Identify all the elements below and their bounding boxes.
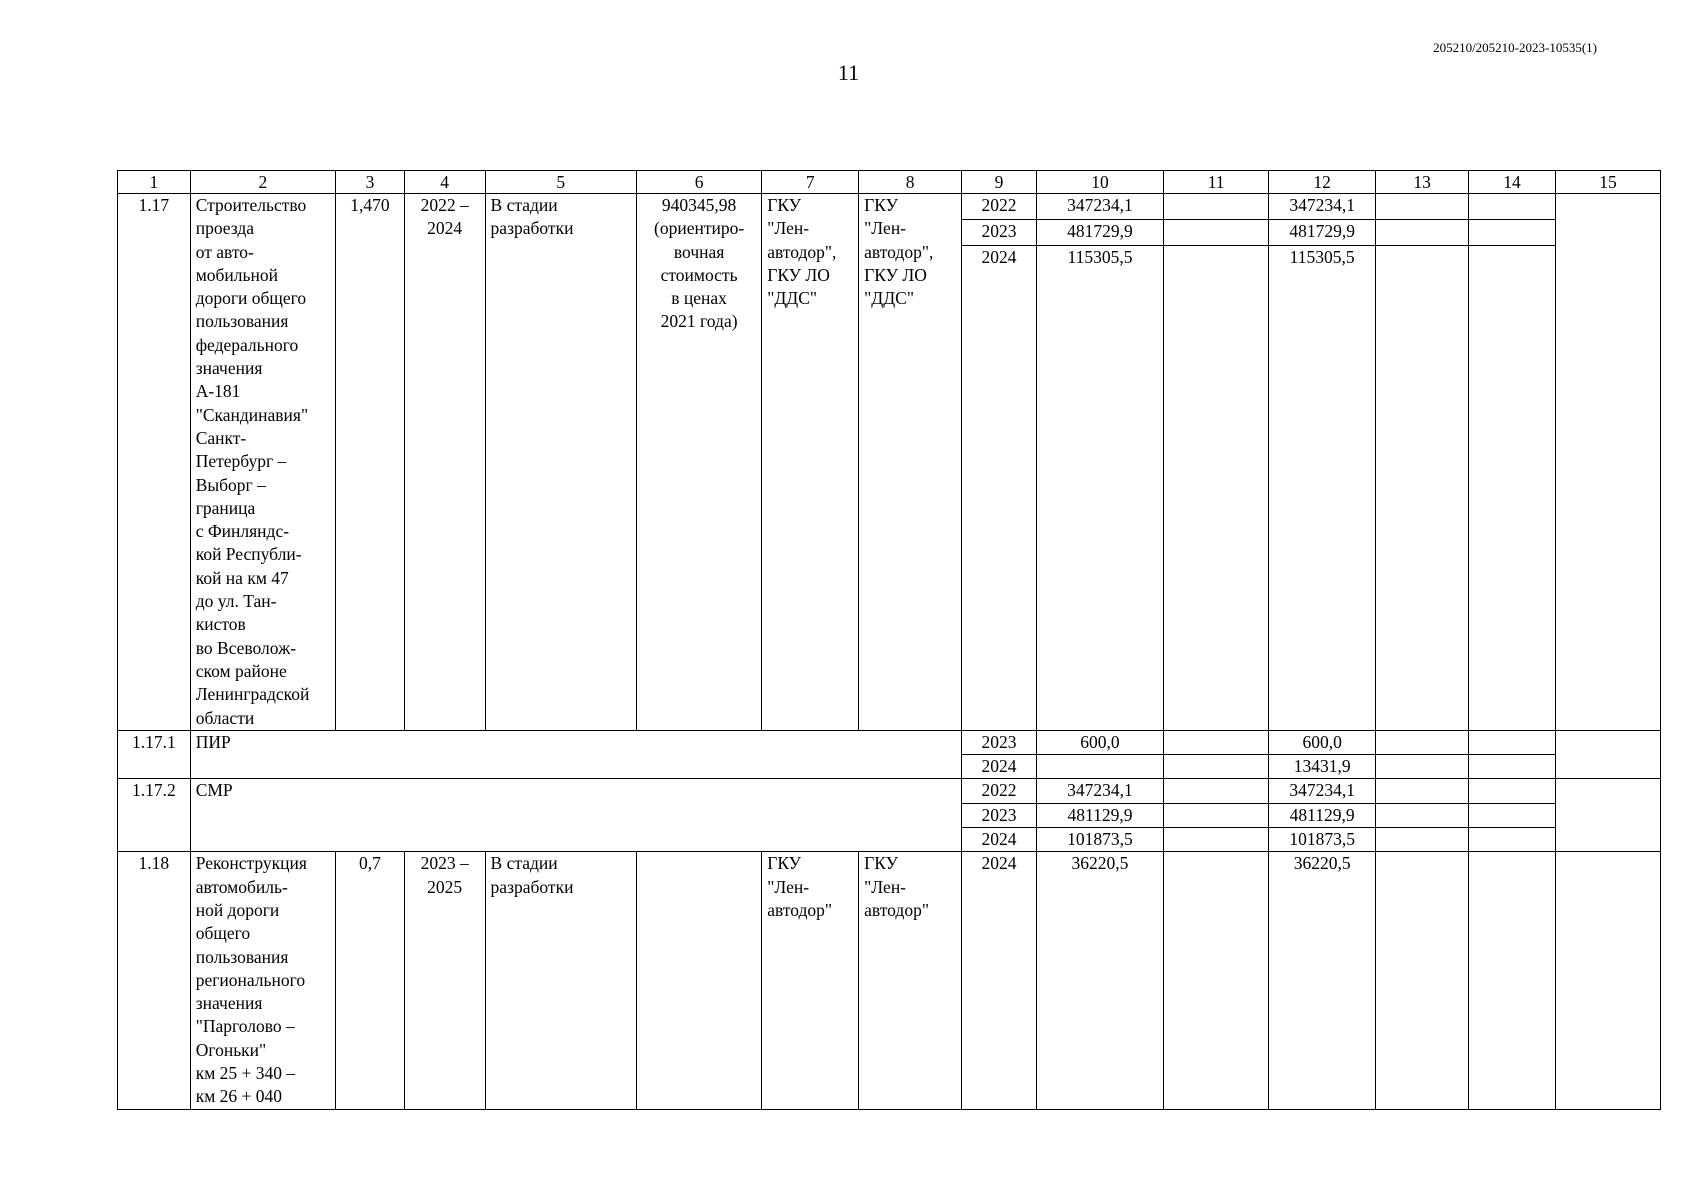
item-length: 0,7 xyxy=(336,852,405,1109)
value-col10: 101873,5 xyxy=(1036,828,1163,852)
value-col12: 36220,5 xyxy=(1269,852,1376,1109)
value-col13 xyxy=(1376,828,1469,852)
document-id: 205210/205210-2023-10535(1) xyxy=(1433,40,1597,55)
column-header: 10 xyxy=(1036,171,1163,194)
table-row-1-18 xyxy=(118,852,1661,1109)
value-col14 xyxy=(1469,779,1556,803)
column-header: 15 xyxy=(1555,171,1660,194)
value-col11 xyxy=(1164,828,1269,852)
column-header: 12 xyxy=(1269,171,1376,194)
value-col11 xyxy=(1164,730,1269,754)
item-name: Строительство проезда от авто- мобильной дороги общего пользования федерального значения А-181 "Скандинавия" Санкт- Петербург – Выборг – граница с Финляндс- кой Республи- кой на км 47 до ул. Тан- кистов во Всеволож- ском районе Ленинградской области xyxy=(190,194,335,731)
table-row-1-17 xyxy=(118,194,1661,220)
value-col13 xyxy=(1376,779,1469,803)
year-cell: 2022 xyxy=(962,194,1037,220)
page-number: 11 xyxy=(837,60,860,85)
value-col10 xyxy=(1036,755,1163,779)
item-name: Реконструкция автомобиль- ной дороги общего пользования регионального значения "Парголово – Огоньки" км 25 + 340 – км 26 + 040 xyxy=(190,852,335,1109)
value-col13 xyxy=(1376,219,1469,245)
year-cell: 2024 xyxy=(962,852,1037,1109)
value-col10: 347234,1 xyxy=(1036,194,1163,220)
value-col14 xyxy=(1469,245,1556,730)
year-cell: 2024 xyxy=(962,828,1037,852)
item-number: 1.17.1 xyxy=(118,730,191,779)
value-col13 xyxy=(1376,245,1469,730)
column-numbers-row xyxy=(118,171,1661,194)
value-col14 xyxy=(1469,730,1556,754)
column-header: 11 xyxy=(1164,171,1269,194)
column-header: 9 xyxy=(962,171,1037,194)
item-customer: ГКУ "Лен- автодор", ГКУ ЛО "ДДС" xyxy=(762,194,859,731)
value-col14 xyxy=(1469,755,1556,779)
year-cell: 2024 xyxy=(962,755,1037,779)
column-header: 3 xyxy=(336,171,405,194)
value-col14 xyxy=(1469,828,1556,852)
value-col12: 13431,9 xyxy=(1269,755,1376,779)
column-header: 13 xyxy=(1376,171,1469,194)
item-period: 2022 – 2024 xyxy=(404,194,485,731)
value-col13 xyxy=(1376,803,1469,827)
year-cell: 2022 xyxy=(962,779,1037,803)
value-col10: 481129,9 xyxy=(1036,803,1163,827)
column-header: 1 xyxy=(118,171,191,194)
value-col12: 115305,5 xyxy=(1269,245,1376,730)
year-cell: 2023 xyxy=(962,730,1037,754)
value-col10: 347234,1 xyxy=(1036,779,1163,803)
item-number: 1.18 xyxy=(118,852,191,1109)
item-cost xyxy=(637,852,762,1109)
item-number: 1.17.2 xyxy=(118,779,191,852)
value-col15 xyxy=(1555,779,1660,852)
year-cell: 2024 xyxy=(962,245,1037,730)
value-col10: 481729,9 xyxy=(1036,219,1163,245)
value-col10: 600,0 xyxy=(1036,730,1163,754)
value-col12: 600,0 xyxy=(1269,730,1376,754)
value-col13 xyxy=(1376,730,1469,754)
item-label: СМР xyxy=(190,779,961,852)
value-col15 xyxy=(1555,852,1660,1109)
value-col14 xyxy=(1469,219,1556,245)
column-header: 5 xyxy=(485,171,636,194)
value-col12: 347234,1 xyxy=(1269,194,1376,220)
item-developer: ГКУ "Лен- автодор", ГКУ ЛО "ДДС" xyxy=(859,194,962,731)
program-table xyxy=(117,170,1661,1110)
column-header: 7 xyxy=(762,171,859,194)
value-col12: 101873,5 xyxy=(1269,828,1376,852)
value-col11 xyxy=(1164,803,1269,827)
item-developer: ГКУ "Лен- автодор" xyxy=(859,852,962,1109)
value-col15 xyxy=(1555,730,1660,779)
value-col14 xyxy=(1469,194,1556,220)
value-col11 xyxy=(1164,779,1269,803)
item-stage: В стадии разработки xyxy=(485,194,636,731)
value-col15 xyxy=(1555,194,1660,731)
item-stage: В стадии разработки xyxy=(485,852,636,1109)
value-col12: 481729,9 xyxy=(1269,219,1376,245)
item-period: 2023 – 2025 xyxy=(404,852,485,1109)
column-header: 2 xyxy=(190,171,335,194)
item-length: 1,470 xyxy=(336,194,405,731)
column-header: 6 xyxy=(637,171,762,194)
value-col10: 36220,5 xyxy=(1036,852,1163,1109)
item-customer: ГКУ "Лен- автодор" xyxy=(762,852,859,1109)
value-col13 xyxy=(1376,852,1469,1109)
column-header: 8 xyxy=(859,171,962,194)
value-col13 xyxy=(1376,194,1469,220)
value-col12: 481129,9 xyxy=(1269,803,1376,827)
value-col11 xyxy=(1164,194,1269,220)
value-col13 xyxy=(1376,755,1469,779)
value-col11 xyxy=(1164,755,1269,779)
table-row-1-17-2 xyxy=(118,779,1661,803)
value-col14 xyxy=(1469,803,1556,827)
item-number: 1.17 xyxy=(118,194,191,731)
value-col10: 115305,5 xyxy=(1036,245,1163,730)
year-cell: 2023 xyxy=(962,803,1037,827)
item-cost: 940345,98 (ориентиро- вочная стоимость в ценах 2021 года) xyxy=(637,194,762,731)
column-header: 14 xyxy=(1469,171,1556,194)
item-label: ПИР xyxy=(190,730,961,779)
table-row-1-17-1 xyxy=(118,730,1661,754)
value-col11 xyxy=(1164,852,1269,1109)
value-col14 xyxy=(1469,852,1556,1109)
value-col12: 347234,1 xyxy=(1269,779,1376,803)
year-cell: 2023 xyxy=(962,219,1037,245)
value-col11 xyxy=(1164,219,1269,245)
value-col11 xyxy=(1164,245,1269,730)
column-header: 4 xyxy=(404,171,485,194)
